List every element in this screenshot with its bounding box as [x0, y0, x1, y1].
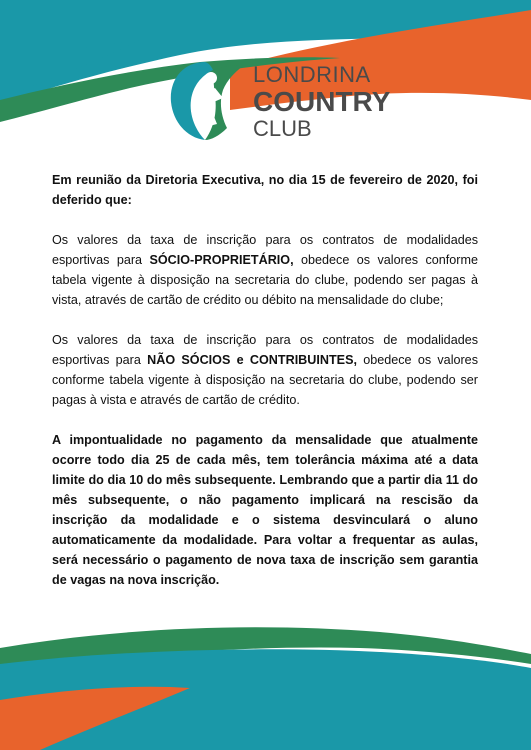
- logo-line-1: LONDRINA: [253, 62, 371, 87]
- p1-text-c: obedece os valores conforme tabela vigente à disposição na secretaria do clube, podendo ser pagas à vista, através de cartão de crédito ou débito na mensalidade do clube;: [52, 253, 478, 307]
- p1-text-a: Os valores da taxa de inscrição para os contratos de modalidades esportivas para: [52, 233, 478, 267]
- p2-text-c: obedece os valores conforme tabela vigente à disposição na secretaria do clube, podendo ser pagas à vista e através de cartão de crédito.: [52, 353, 478, 407]
- runner-emblem-icon: [165, 54, 245, 144]
- paragraph-socio-proprietario: [52, 230, 478, 310]
- p1-emphasis: SÓCIO-PROPRIETÁRIO,: [149, 253, 294, 267]
- paragraph-nao-socios: [52, 330, 478, 410]
- p2-text-a: Os valores da taxa de inscrição para os contratos de modalidades esportivas para: [52, 333, 478, 367]
- intro-paragraph: Em reunião da Diretoria Executiva, no dia 15 de fevereiro de 2020, foi deferido que:: [52, 173, 478, 207]
- logo-line-3: CLUB: [253, 116, 312, 141]
- notice-body: [52, 170, 478, 590]
- logo-wordmark: [253, 64, 390, 140]
- p2-emphasis: NÃO SÓCIOS e CONTRIBUINTES,: [147, 353, 357, 367]
- club-logo: [165, 54, 405, 144]
- paragraph-impontualidade: A impontualidade no pagamento da mensalidade que atualmente ocorre todo dia 25 de cada mês, tem tolerância máxima até a data limite do dia 10 do mês subsequente. Lembrando que a partir dia 11 do mês subsequente, o não pagamento implicará na rescisão da inscrição da modalidade e o sistema desvinculará o aluno automaticamente da modalidade. Para voltar a frequentar as aulas, será necessário o pagamento de nova taxa de inscrição sem garantia de vagas na nova inscrição.: [52, 433, 478, 587]
- logo-line-2: COUNTRY: [253, 86, 391, 117]
